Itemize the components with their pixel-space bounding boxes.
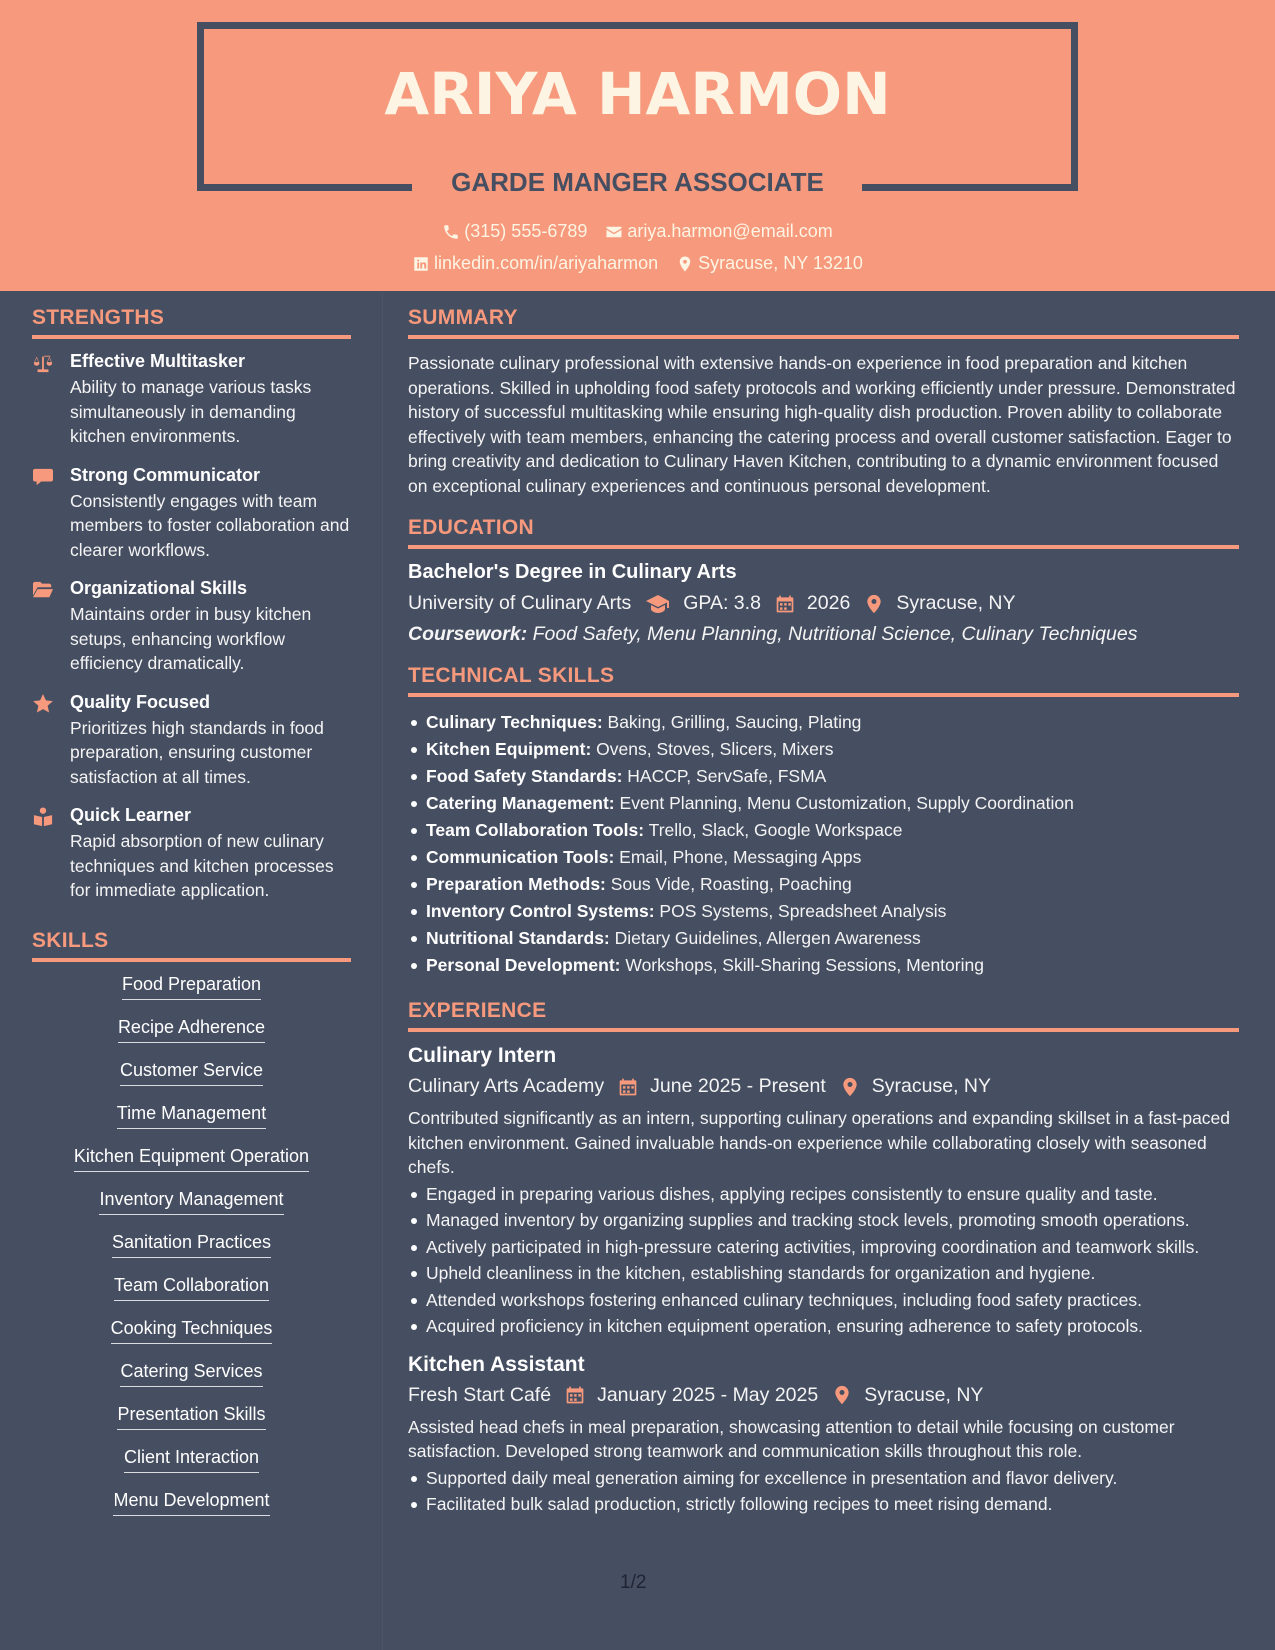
contact-row xyxy=(0,253,1275,274)
education-gpa: GPA: 3.8 xyxy=(683,592,761,614)
summary-text: Passionate culinary professional with extensive hands-on experience in food preparation and kitchen operations. Skilled in upholding food safety protocols and working efficiently under pressure. Demonstrated history of successful multitasking while ensuring high-quality dish production. Proven ability to collaborate effectively with team members, enhancing the catering process and overall customer satisfaction. Eager to bring creativity and dedication to Culinary Haven Kitchen, contributing to a dynamic environment focused on exceptional culinary experiences and continuous personal development. xyxy=(408,353,1236,496)
skill-item: Presentation Skills xyxy=(117,1404,265,1430)
job-company: Culinary Arts Academy xyxy=(408,1075,605,1097)
list-item: Kitchen Equipment: Ovens, Stoves, Slicers, Mixers xyxy=(408,736,1239,763)
comment-icon xyxy=(32,467,54,487)
list-item: Communication Tools: Email, Phone, Messaging Apps xyxy=(408,844,1239,871)
strength-title: Quality Focused xyxy=(70,691,211,712)
list-item: Actively participated in high-pressure catering activities, improving coordination and teamwork skills. xyxy=(408,1235,1239,1260)
skill-item: Food Preparation xyxy=(122,974,261,1000)
map-marker-icon xyxy=(840,1077,860,1097)
skill-item: Time Management xyxy=(117,1103,266,1129)
job-entry xyxy=(408,1353,1239,1517)
calendar-icon xyxy=(618,1077,638,1097)
technical-skills-list xyxy=(408,709,1239,979)
strength-item xyxy=(32,805,351,903)
map-marker-icon xyxy=(832,1385,852,1405)
job-location: Syracuse, NY xyxy=(864,1383,984,1406)
strength-desc: Prioritizes high standards in food preparation, ensuring customer satisfaction at all times. xyxy=(70,717,324,787)
skill-item: Catering Services xyxy=(120,1361,262,1387)
strength-item xyxy=(32,351,351,449)
list-item: Attended workshops fostering enhanced culinary techniques, including food safety practices. xyxy=(408,1288,1239,1313)
list-item: Culinary Techniques: Baking, Grilling, Saucing, Plating xyxy=(408,709,1239,736)
candidate-name: ARIYA HARMON xyxy=(384,60,891,128)
strength-desc: Consistently engages with team members to foster collaboration and clearer workflows. xyxy=(70,490,350,560)
list-item: Team Collaboration Tools: Trello, Slack, Google Workspace xyxy=(408,817,1239,844)
list-item: Catering Management: Event Planning, Menu Customization, Supply Coordination xyxy=(408,790,1239,817)
experience-heading: EXPERIENCE xyxy=(408,999,1239,1032)
contact-email[interactable] xyxy=(605,221,832,242)
strength-desc: Rapid absorption of new culinary techniques and kitchen processes for immediate application. xyxy=(70,831,334,900)
map-marker-icon xyxy=(676,255,694,273)
email-text: ariya.harmon@email.com xyxy=(627,221,833,241)
location-text: Syracuse, NY 13210 xyxy=(698,253,863,273)
strength-item xyxy=(32,578,351,676)
list-item: Personal Development: Workshops, Skill-Sharing Sessions, Mentoring xyxy=(408,952,1239,979)
strength-title: Effective Multitasker xyxy=(70,351,246,371)
skill-item: Client Interaction xyxy=(124,1447,259,1473)
technical-skills-heading: TECHNICAL SKILLS xyxy=(408,664,1239,697)
job-meta xyxy=(408,1384,1239,1407)
right-column xyxy=(408,306,1239,1531)
envelope-icon xyxy=(605,223,623,241)
job-bullets xyxy=(408,1182,1239,1339)
strength-desc: Maintains order in busy kitchen setups, enhancing workflow efficiency dramatically. xyxy=(70,604,312,673)
education-location: Syracuse, NY xyxy=(896,592,1016,614)
job-description: Assisted head chefs in meal preparation, showcasing attention to detail while focusing on customer satisfaction. Developed strong teamwork and communication skills throughout this role. xyxy=(408,1416,1175,1461)
list-item: Acquired proficiency in kitchen equipment operation, ensuring adherence to safety protocols. xyxy=(408,1314,1239,1339)
job-dates: June 2025 - Present xyxy=(650,1075,826,1097)
list-item: Upheld cleanliness in the kitchen, establishing standards for organization and hygiene. xyxy=(408,1261,1239,1286)
contact-location xyxy=(676,253,863,274)
star-icon xyxy=(32,694,54,714)
header xyxy=(0,0,1275,291)
strength-title: Strong Communicator xyxy=(70,464,261,485)
phone-text: (315) 555-6789 xyxy=(464,221,588,241)
strengths-heading: STRENGTHS xyxy=(32,306,351,339)
skill-item: Cooking Techniques xyxy=(111,1318,273,1344)
list-item: Food Safety Standards: HACCP, ServSafe, FSMA xyxy=(408,763,1239,790)
list-item: Preparation Methods: Sous Vide, Roasting, Poaching xyxy=(408,871,1239,898)
page-number: 1/2 xyxy=(620,1572,647,1593)
linkedin-icon xyxy=(412,255,430,273)
graduation-cap-icon xyxy=(645,594,671,614)
skill-item: Menu Development xyxy=(113,1490,269,1516)
coursework-text: Food Safety, Menu Planning, Nutritional Science, Culinary Techniques xyxy=(532,623,1138,645)
strength-item xyxy=(32,465,351,563)
strength-title: Organizational Skills xyxy=(70,578,248,598)
job-position: Kitchen Assistant xyxy=(408,1352,585,1376)
job-title: GARDE MANGER ASSOCIATE xyxy=(451,167,824,197)
strength-item xyxy=(32,692,351,790)
linkedin-text: linkedin.com/in/ariyaharmon xyxy=(434,253,659,273)
list-item: Facilitated bulk salad production, strictly following recipes to meet rising demand. xyxy=(408,1492,1239,1517)
skills-heading: SKILLS xyxy=(32,929,351,962)
education-year: 2026 xyxy=(806,592,851,614)
left-column xyxy=(32,306,351,1533)
job-bullets xyxy=(408,1466,1239,1517)
contact-row xyxy=(0,221,1275,242)
scale-icon xyxy=(32,353,54,373)
job-entry xyxy=(408,1044,1239,1339)
skills-list xyxy=(32,974,351,1533)
coursework-label: Coursework: xyxy=(408,623,528,645)
job-meta xyxy=(408,1075,1239,1098)
phone-icon xyxy=(442,223,460,241)
education-meta xyxy=(408,592,1239,615)
education-heading: EDUCATION xyxy=(408,516,1239,549)
summary-heading: SUMMARY xyxy=(408,306,1239,339)
book-reader-icon xyxy=(32,807,54,827)
skill-item: Recipe Adherence xyxy=(118,1017,265,1043)
contact-phone[interactable] xyxy=(442,221,587,242)
skill-item: Inventory Management xyxy=(99,1189,283,1215)
strength-desc: Ability to manage various tasks simultaneously in demanding kitchen environments. xyxy=(70,377,312,446)
education-degree: Bachelor's Degree in Culinary Arts xyxy=(408,561,737,583)
skill-item: Customer Service xyxy=(120,1060,263,1086)
column-divider xyxy=(382,291,383,1650)
strength-title: Quick Learner xyxy=(70,805,192,825)
folder-open-icon xyxy=(32,580,54,600)
skill-item: Kitchen Equipment Operation xyxy=(74,1146,309,1172)
list-item: Engaged in preparing various dishes, applying recipes consistently to ensure quality and taste. xyxy=(408,1182,1239,1207)
calendar-icon xyxy=(565,1385,585,1405)
skill-item: Sanitation Practices xyxy=(112,1232,271,1258)
calendar-icon xyxy=(775,594,795,614)
list-item: Managed inventory by organizing supplies and tracking stock levels, promoting smooth operations. xyxy=(408,1208,1239,1233)
job-company: Fresh Start Café xyxy=(408,1383,552,1406)
education-school: University of Culinary Arts xyxy=(408,592,632,614)
list-item: Inventory Control Systems: POS Systems, Spreadsheet Analysis xyxy=(408,898,1239,925)
skill-item: Team Collaboration xyxy=(114,1275,269,1301)
contact-linkedin[interactable] xyxy=(412,253,658,274)
map-marker-icon xyxy=(864,594,884,614)
coursework xyxy=(408,623,1239,646)
job-dates: January 2025 - May 2025 xyxy=(597,1383,819,1406)
job-location: Syracuse, NY xyxy=(871,1075,992,1097)
list-item: Nutritional Standards: Dietary Guidelines, Allergen Awareness xyxy=(408,925,1239,952)
list-item: Supported daily meal generation aiming for excellence in presentation and flavor delivery. xyxy=(408,1466,1239,1491)
job-description: Contributed significantly as an intern, supporting culinary operations and expanding skillset in a fast-paced kitchen environment. Gained invaluable hands-on experience while collaborating closely with seasoned chefs. xyxy=(408,1108,1231,1177)
job-position: Culinary Intern xyxy=(408,1044,557,1067)
